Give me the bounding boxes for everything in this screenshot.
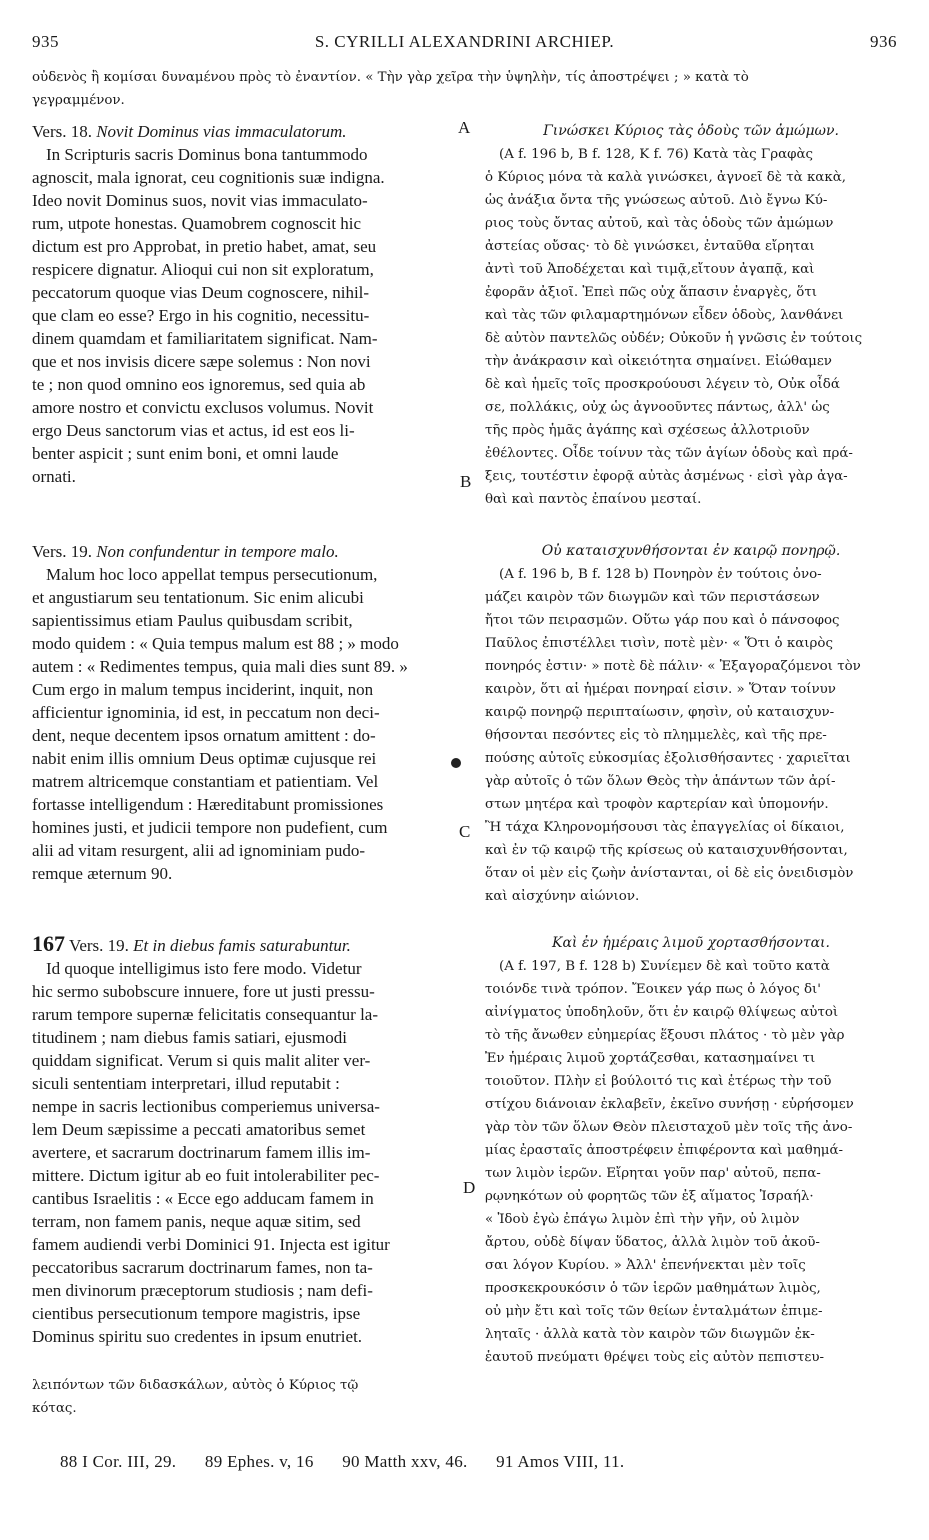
latin-text-line: autem : « Redimentes tempus, quia mali dies sunt 89. » (32, 657, 408, 676)
greek-text-line: πούσης αὐτοῖς εὐκοσμίας ἐξολισθήσαντες · χαριεῖται (485, 751, 851, 766)
greek-text-line: καὶ αἰσχύνην αἰώνιον. (485, 889, 640, 904)
greek-text-line: σε, πολλάκις, οὐχ ὡς ἀγνοοῦντες πάντως, ἀλλ' ὡς (485, 400, 830, 415)
latin-text-line: homines justi, et judicii tempore non pudefient, cum (32, 818, 388, 837)
greek-text-line: (A f. 197, B f. 128 b) Συνίεμεν δὲ καὶ τοῦτο κατὰ (499, 959, 830, 974)
latin-text-line: fortasse intelligendum : Hæreditabunt promissiones (32, 795, 384, 814)
latin-text-line: rarum tempore supernæ felicitatis consequantur la- (32, 1005, 379, 1024)
latin-text-line: nempe in sacris lectionibus comperiemus universa- (32, 1097, 380, 1116)
latin-text-line: remque æternum 90. (32, 864, 173, 883)
left-page-number: 935 (32, 32, 59, 51)
latin-text-line: Malum hoc loco appellat tempus persecutionum, (46, 565, 378, 584)
latin-section-vers-19-b (32, 932, 457, 1348)
greek-text-line: τοιοῦτον. Πλὴν εἰ βούλοιτό τις καὶ ἑτέρως τὴν τοῦ (485, 1074, 832, 1089)
greek-text-line: (A f. 196 b, B f. 128 b) Πονηρὸν ἐν τούτοις ὀνο- (499, 567, 822, 582)
greek-text-line: Ἐν ἡμέραις λιμοῦ χορτάζεσθαι, κατασημαίνει τι (485, 1051, 816, 1066)
greek-text-line: καιρῷ πονηρῷ περιπταίωσιν, φησὶν, οὐ καταισχυν- (485, 705, 835, 720)
greek-text-line: προσκεκρουκόσιν ὁ τῶν ἱερῶν μαθημάτων λιμὸς, (485, 1281, 821, 1296)
greek-paragraph (485, 955, 897, 1369)
greek-text-line: τὸ τῆς ἄνωθεν εὐημερίας ἕξουσι πλάτος · τὸ μὲν γὰρ (485, 1028, 845, 1043)
greek-paragraph (485, 143, 897, 511)
latin-text-line: sapientissimus etiam Paulus quibusdam scribit, (32, 611, 353, 630)
latin-text-line: respicere dignatur. Alioqui cui non sit exploratum, (32, 260, 374, 279)
latin-text-line: Id quoque intelligimus isto fere modo. Videtur (46, 959, 362, 978)
latin-text-line: te ; non quod omnino eos ignoremus, sed quia ab (32, 375, 366, 394)
greek-text-line: ἑαυτοῦ πνεύματι θρέψει τοὺς εἰς αὐτὸν πεπιστευ- (485, 1350, 825, 1365)
greek-text-line: ὅταν οἱ μὲν εἰς ζωὴν ἀνίστανται, οἱ δὲ εἰς ὀνειδισμὸν (485, 866, 854, 881)
latin-paragraph (32, 143, 457, 488)
greek-text-line: ἐθέλοντες. Οἶδε τοίνυν τὰς τῶν ἁγίων ὁδοὺς καὶ πρά- (485, 446, 853, 461)
latin-text-line: In Scripturis sacris Dominus bona tantummodo (46, 145, 368, 164)
greek-text-line: ἀντὶ τοῦ Ἀποδέχεται καὶ τιμᾷ,εἴτουν ἀγαπᾷ, καὶ (485, 262, 815, 277)
greek-text-line: ἄρτου, οὐδὲ δίψαν ὕδατος, ἀλλὰ λιμὸν τοῦ ἀκοῦ- (485, 1235, 820, 1250)
greek-text-line: καιρὸν, ὅτι αἱ ἡμέραι πονηραί εἰσιν. » Ὅταν τοίνυν (485, 682, 836, 697)
margin-marker-a: A (458, 118, 471, 137)
latin-text-line: dent, neque decentem ipsos ornatum amittent : do- (32, 726, 376, 745)
greek-section-vers-19-a (485, 540, 897, 908)
greek-text-line: τῆς πρὸς ἡμᾶς ἀγάπης καὶ σχέσεως ἀλλοτριοῦν (485, 423, 810, 438)
latin-text-line: titudinem ; nam diebus famis satiari, ejusmodi (32, 1028, 347, 1047)
greek-text-line: τὴν ἀνάκρασιν καὶ οἰκειότητα σημαίνει. Εἰώθαμεν (485, 354, 832, 369)
column-number: 167 (32, 932, 65, 956)
greek-text-line: θαὶ καὶ παντὸς ἐπαίνου μεσταί. (485, 492, 702, 507)
greek-text-line: ληταῖς · ἀλλὰ κατὰ τὸν καιρὸν τῶν διωγμῶν ἐκ- (485, 1327, 815, 1342)
top-continuation-line-1: οὐδενὸς ἢ κομίσαι δυναμένου πρὸς τὸ ἐναντίον. « Τὴν γὰρ χεῖρα τὴν ὑψηλὴν, τίς ἀποστρέψει ; » κατὰ τὸ (32, 70, 749, 85)
latin-text-line: amore nostro et convictu exclusos volumus. Novit (32, 398, 374, 417)
margin-marker-d: D (463, 1178, 476, 1197)
greek-text-line: πονηρός ἐστιν· » ποτὲ δὲ πάλιν· « Ἐξαγοραζόμενοι τὸν (485, 659, 861, 674)
greek-text-line: μάζει καιρὸν τῶν διωγμῶν καὶ τῶν περιστάσεων (485, 590, 820, 605)
greek-text-line: ὡς ἀνάξια ὄντα τῆς γνώσεως αὐτοῦ. Διὸ ἔγνω Κύ- (485, 193, 828, 208)
page-title: S. CYRILLI ALEXANDRINI ARCHIEP. (314, 32, 615, 51)
footnotes (60, 1452, 897, 1472)
greek-text-line: δὲ αὐτὸν παντελῶς οὐδέν; Οὐκοῦν ἡ γνῶσις ἐν τούτοις (485, 331, 863, 346)
latin-paragraph (32, 563, 457, 885)
latin-text-line: dinem quamdam et familiaritatem significat. Nam- (32, 329, 378, 348)
greek-text-line: καὶ τὰς τῶν φιλαμαρτημόνων εἶδεν ὁδοὺς, λανθάνει (485, 308, 844, 323)
latin-text-line: que et nos invisis dicere sæpe solemus : Non novi (32, 352, 371, 371)
greek-text-line: Παῦλος ἐπιστέλλει τισὶν, ποτὲ μὲν· « Ὅτι ὁ καιρὸς (485, 636, 833, 651)
greek-text-line: ἀστείας οὔσας· τὸ δὲ γινώσκει, ἐνταῦθα εἴρηται (485, 239, 815, 254)
greek-text-line: ὁ Κύριος μόνα τὰ καλὰ γινώσκει, ἀγνοεῖ δὲ τὰ κακὰ, (485, 170, 847, 185)
greek-text-line: θήσονται πεσόντες εἰς τὸ πλημμελὲς, καὶ τῆς πρε- (485, 728, 827, 743)
latin-text-line: afficientur ignominia, id est, in peccatum non deci- (32, 703, 380, 722)
latin-text-line: Cum ergo in malum tempus inciderint, inquit, non (32, 680, 374, 699)
latin-text-line: matrem altricemque constantiam et patientiam. Vel (32, 772, 379, 791)
greek-text-line: (A f. 196 b, B f. 128, K f. 76) Κατὰ τὰς Γραφὰς (499, 147, 814, 162)
right-page-number: 936 (870, 32, 897, 51)
latin-text-line: agnoscit, mala ignorat, ceu cognitionis suæ indigna. (32, 168, 385, 187)
latin-text-line: men divinorum præceptorum studiosis ; nam defi- (32, 1281, 373, 1300)
latin-text-line: ornati. (32, 467, 76, 486)
latin-text-line: que clam eo esse? Ergo in his cognitio, necessitu- (32, 306, 370, 325)
latin-verse-heading: Vers. 18. Novit Dominus vias immaculatorum. (32, 122, 347, 141)
greek-text-line: τοιόνδε τινὰ τρόπον. Ἔοικεν γάρ πως ὁ λόγος δι' (485, 982, 821, 997)
latin-paragraph (32, 957, 457, 1348)
greek-text-line: των λιμὸν ἱερῶν. Εἴρηται γοῦν παρ' αὐτοῦ, πεπα- (485, 1166, 821, 1181)
latin-verse-heading: Vers. 19. Non confundentur in tempore malo. (32, 542, 339, 561)
latin-text-line: lem Deum sæpissime a peccati amatoribus semet (32, 1120, 366, 1139)
latin-text-line: avertere, et sacrarum doctrinarum famem illis im- (32, 1143, 371, 1162)
greek-verse-heading: Καὶ ἐν ἡμέραις λιμοῦ χορτασθήσονται. (552, 935, 830, 951)
greek-section-vers-19-b (485, 932, 897, 1369)
greek-text-line: δὲ καὶ ἡμεῖς τοῖς προσκρούουσι λέγειν τὸ, Οὐκ οἶδά (485, 377, 840, 392)
greek-text-line: στων μητέρα καὶ τροφὸν καρτερίαν καὶ ὑπομονήν. (485, 797, 829, 812)
latin-text-line: cientibus persecutionum tempore magistris, ipse (32, 1304, 361, 1323)
greek-text-line: « Ἰδοὺ ἐγὼ ἐπάγω λιμὸν ἐπὶ τὴν γῆν, οὐ λιμὸν (485, 1212, 800, 1227)
margin-marker-b: B (460, 472, 472, 491)
latin-verse-heading: 167 Vers. 19. Et in diebus famis saturabuntur. (32, 932, 351, 956)
latin-text-line: alii ad vitam resurgent, alii ad ignominiam pudo- (32, 841, 366, 860)
greek-paragraph (485, 563, 897, 908)
latin-text-line: famem audiendi verbi Dominici 91. Injecta est igitur (32, 1235, 390, 1254)
latin-text-line: mittere. Dictum igitur ab eo fuit intolerabiliter pec- (32, 1166, 380, 1185)
latin-text-line: ergo Deus sanctorum vias et actus, id est eos li- (32, 421, 355, 440)
greek-verse-heading: Γινώσκει Κύριος τὰς ὁδοὺς τῶν ἀμώμων. (543, 123, 839, 139)
greek-text-line: ἤτοι τῶν πειρασμῶν. Οὕτω γάρ που καὶ ὁ πάνσοφος (485, 613, 840, 628)
running-head (32, 32, 897, 56)
ornament-dot-icon (451, 758, 461, 768)
greek-text-line: ριος τοὺς ὄντας αὐτοῦ, καὶ τὰς ὁδοὺς τῶν ἀμώμων (485, 216, 834, 231)
footnote-88: 88 I Cor. III, 29. (60, 1452, 177, 1471)
greek-text-line: Ἢ τάχα Κληρονομήσουσι τὰς ἐπαγγελίας οἱ δίκαιοι, (485, 820, 845, 835)
latin-text-line: nabit enim illis omnium Deus optimæ cujusque rei (32, 749, 377, 768)
greek-text-line: γὰρ αὐτοῖς ὁ τῶν ὅλων Θεὸς τὴν ἁπάντων τῶν ἀρί- (485, 774, 836, 789)
latin-text-line: hic sermo subobscure innuere, fore ut justi pressu- (32, 982, 375, 1001)
greek-text-line: ξεις, τουτέστιν ἐφορᾷ αὐτὰς ἀσμένως · εἰσὶ γὰρ ἀγα- (485, 469, 848, 484)
latin-text-line: Dominus spiritu suo credentes in ipsum enutriet. (32, 1327, 363, 1346)
latin-text-line: modo quidem : « Quia tempus malum est 88 ; » modo (32, 634, 399, 653)
greek-text-line: μίας ἐρασταῖς ἀποστρέφειν ἐπιφέροντα καὶ μαθημά- (485, 1143, 844, 1158)
latin-text-line: Ideo novit Dominus suos, novit vias immaculato- (32, 191, 368, 210)
latin-text-line: rum, utpote honestas. Quamobrem cognoscit hic (32, 214, 362, 233)
latin-section-vers-19-a (32, 540, 457, 885)
latin-text-line: benter aspicit ; sunt enim boni, et omni laude (32, 444, 339, 463)
footnote-90: 90 Matth xxv, 46. (342, 1452, 468, 1471)
greek-text-line: οὐ μὴν ἔτι καὶ τοῖς τῶν θείων ἐνταλμάτων ἐπιμε- (485, 1304, 823, 1319)
bottom-continuation-line-2: κότας. (32, 1401, 77, 1416)
greek-text-line: ρῳνηκότων οὐ φορητῶς τῶν ἐξ αἵματος Ἰσραήλ· (485, 1189, 814, 1204)
latin-text-line: cantibus Israelitis : « Ecce ego adducam famem in (32, 1189, 374, 1208)
footnote-89: 89 Ephes. v, 16 (204, 1452, 314, 1471)
greek-text-line: αἰνίγματος ὑποδηλοῦν, ὅτι ἐν καιρῷ θλίψεως αὐτοὶ (485, 1005, 839, 1020)
latin-section-vers-18 (32, 120, 457, 488)
greek-section-vers-18 (485, 120, 897, 511)
margin-marker-c: C (459, 822, 471, 841)
latin-text-line: quiddam significat. Verum si quis malit aliter ver- (32, 1051, 371, 1070)
latin-text-line: dictum est pro Approbat, in pretio habet, amat, seu (32, 237, 377, 256)
latin-text-line: et angustiarum seu tentationum. Sic enim alicubi (32, 588, 364, 607)
latin-text-line: terram, non famem panis, neque aquæ sitim, sed (32, 1212, 361, 1231)
greek-text-line: γὰρ τὸν τῶν ὅλων Θεὸν πλεισταχοῦ μὲν τοῖς τῆς ἀνο- (485, 1120, 853, 1135)
greek-text-line: ἐφορᾶν ἀξιοῖ. Ἐπεὶ πῶς οὐχ ἅπασιν ἐναργὲς, ὅτι (485, 285, 817, 300)
greek-verse-heading: Οὐ καταισχυνθήσονται ἐν καιρῷ πονηρῷ. (541, 543, 841, 559)
greek-text-line: σαι λόγον Κυρίου. » Ἀλλ' ἐπενήνεκται μὲν τοῖς (485, 1258, 806, 1273)
greek-text-line: στίχου διάνοιαν ἐκλαβεῖν, ἐκεῖνο συνήσῃ · εὑρήσομεν (485, 1097, 854, 1112)
bottom-continuation-line-1: λειπόντων τῶν διδασκάλων, αὐτὸς ὁ Κύριος τῷ (32, 1378, 359, 1393)
greek-text-line: καὶ ἐν τῷ καιρῷ τῆς κρίσεως οὐ καταισχυνθήσονται, (485, 843, 848, 858)
latin-text-line: peccatorum quoque vias Deum cognoscere, nihil- (32, 283, 370, 302)
latin-text-line: peccatoribus sacrarum doctrinarum fames, non ta- (32, 1258, 373, 1277)
footnote-91: 91 Amos VIII, 11. (496, 1452, 625, 1471)
latin-text-line: siculi sententiam interpretari, illud reputabit : (32, 1074, 340, 1093)
top-continuation-line-2: γεγραμμένον. (32, 93, 125, 108)
